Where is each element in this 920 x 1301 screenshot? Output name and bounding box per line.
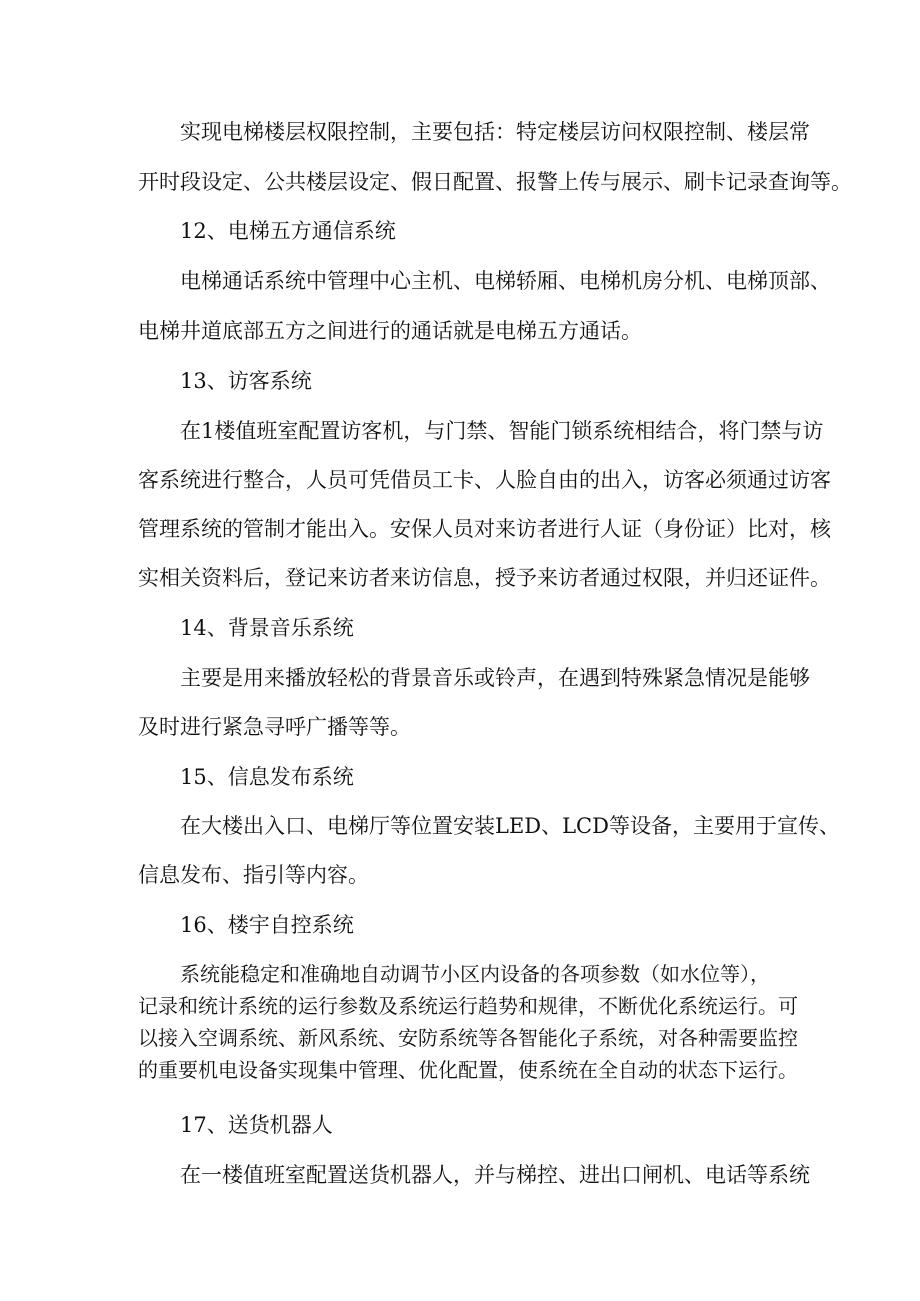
- paragraph-line: 信息发布、指引等内容。: [138, 863, 369, 887]
- section-heading-14: 14、背景音乐系统: [180, 616, 354, 640]
- paragraph-line: 系统能稳定和准确地自动调节小区内设备的各项参数（如水位等），: [180, 962, 770, 986]
- paragraph-line: 在大楼出入口、电梯厅等位置安装LED、LCD等设备，主要用于宣传、: [180, 814, 840, 838]
- paragraph-line: 实现电梯楼层权限控制，主要包括：特定楼层访问权限控制、楼层常: [180, 120, 810, 144]
- paragraph-line: 电梯井道底部五方之间进行的通话就是电梯五方通话。: [138, 319, 642, 343]
- section-heading-16: 16、楼宇自控系统: [180, 913, 354, 937]
- paragraph-line: 主要是用来播放轻松的背景音乐或铃声，在遇到特殊紧急情况是能够: [180, 666, 810, 690]
- paragraph-line: 以接入空调系统、新风系统、安防系统等各智能化子系统，对各种需要监控: [138, 1026, 798, 1050]
- paragraph-line: 电梯通话系统中管理中心主机、电梯轿厢、电梯机房分机、电梯顶部、: [180, 269, 831, 293]
- paragraph-line: 的重要机电设备实现集中管理、优化配置，使系统在全自动的状态下运行。: [138, 1058, 798, 1082]
- paragraph-line: 及时进行紧急寻呼广播等等。: [138, 715, 411, 739]
- paragraph-line: 客系统进行整合，人员可凭借员工卡、人脸自由的出入，访客必须通过访客: [138, 468, 831, 492]
- section-heading-13: 13、访客系统: [180, 369, 312, 393]
- section-heading-15: 15、信息发布系统: [180, 765, 354, 789]
- paragraph-line: 实相关资料后，登记来访者来访信息，授予来访者通过权限，并归还证件。: [138, 566, 831, 590]
- paragraph-line: 管理系统的管制才能出入。安保人员对来访者进行人证（身份证）比对，核: [138, 517, 831, 541]
- paragraph-line: 在1楼值班室配置访客机，与门禁、智能门锁系统相结合，将门禁与访: [180, 419, 824, 443]
- section-heading-12: 12、电梯五方通信系统: [180, 219, 396, 243]
- paragraph-line: 开时段设定、公共楼层设定、假日配置、报警上传与展示、刷卡记录查询等。: [138, 170, 852, 194]
- paragraph-line: 记录和统计系统的运行参数及系统运行趋势和规律，不断优化系统运行。可: [138, 994, 798, 1018]
- section-heading-17: 17、送货机器人: [180, 1113, 333, 1137]
- paragraph-line: 在一楼值班室配置送货机器人，并与梯控、进出口闸机、电话等系统: [180, 1163, 810, 1187]
